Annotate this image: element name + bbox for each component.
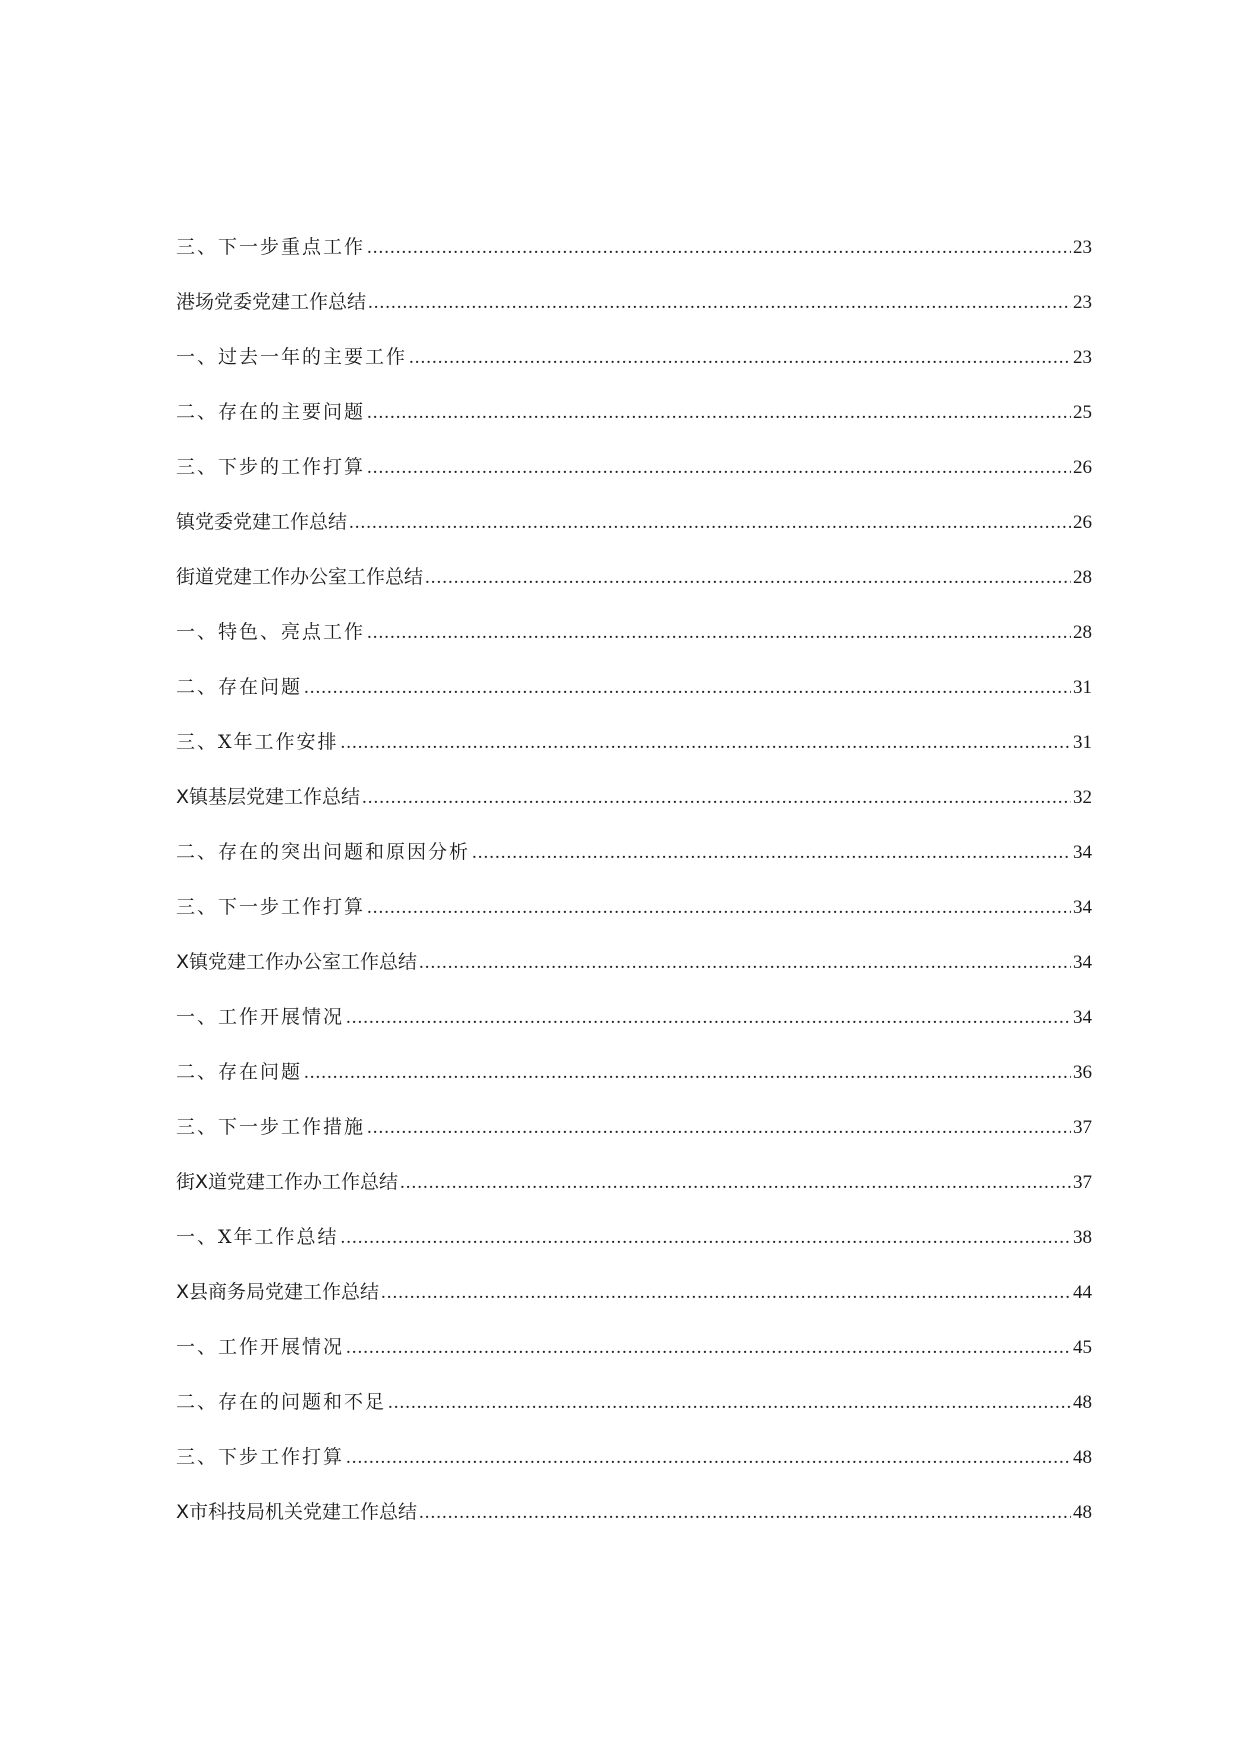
toc-dot-leader (367, 233, 1071, 263)
toc-entry[interactable] (176, 837, 1092, 892)
toc-entry-page-number: 36 (1073, 1062, 1092, 1083)
toc-entry-page-number: 34 (1073, 897, 1092, 918)
toc-entry-page-number: 31 (1073, 677, 1092, 698)
toc-entry-title: 一、特色、亮点工作 (176, 621, 366, 643)
toc-entry[interactable] (176, 892, 1092, 947)
toc-entry-title: 港场党委党建工作总结 (176, 291, 367, 313)
toc-entry-page-number: 48 (1073, 1447, 1092, 1468)
toc-entry[interactable] (176, 782, 1092, 837)
toc-entry-page-number: 38 (1073, 1227, 1092, 1248)
toc-entry-page-number: 32 (1073, 787, 1092, 808)
toc-entry-page-number: 23 (1073, 347, 1092, 368)
toc-entry-page-number: 34 (1073, 1007, 1092, 1028)
toc-entry-title: 三、下一步重点工作 (176, 236, 366, 258)
toc-dot-leader (304, 673, 1071, 703)
toc-entry[interactable] (176, 1442, 1092, 1497)
toc-entry-page-number: 26 (1073, 457, 1092, 478)
toc-entry[interactable] (176, 672, 1092, 727)
toc-dot-leader (341, 728, 1071, 758)
toc-entry-title: X市科技局机关党建工作总结 (176, 1501, 418, 1523)
toc-entry-title: 二、存在的主要问题 (176, 401, 366, 423)
toc-entry-title: 三、下步的工作打算 (176, 456, 366, 478)
toc-entry-title: 三、X年工作安排 (176, 731, 339, 753)
toc-dot-leader (425, 563, 1071, 593)
toc-entry-title: 一、X年工作总结 (176, 1226, 339, 1248)
toc-entry[interactable] (176, 947, 1092, 1002)
toc-entry-title: 二、存在问题 (176, 676, 303, 698)
toc-entry-title: 三、下一步工作措施 (176, 1116, 366, 1138)
toc-entry-page-number: 45 (1073, 1337, 1092, 1358)
toc-dot-leader (367, 453, 1071, 483)
toc-entry-title: 一、过去一年的主要工作 (176, 346, 408, 368)
toc-entry[interactable] (176, 727, 1092, 782)
toc-entry-page-number: 34 (1073, 952, 1092, 973)
toc-entry[interactable] (176, 1332, 1092, 1387)
toc-entry[interactable] (176, 1222, 1092, 1277)
toc-entry[interactable] (176, 1277, 1092, 1332)
toc-entry-page-number: 28 (1073, 622, 1092, 643)
table-of-contents (176, 232, 1092, 1552)
toc-dot-leader (409, 343, 1071, 373)
toc-dot-leader (367, 893, 1071, 923)
toc-entry-title: X县商务局党建工作总结 (176, 1281, 380, 1303)
toc-entry[interactable] (176, 452, 1092, 507)
toc-entry[interactable] (176, 287, 1092, 342)
toc-entry-title: X镇基层党建工作总结 (176, 786, 361, 808)
toc-entry-title: 镇党委党建工作总结 (176, 511, 348, 533)
toc-entry[interactable] (176, 1387, 1092, 1442)
toc-dot-leader (346, 1003, 1071, 1033)
toc-dot-leader (381, 1278, 1071, 1308)
toc-dot-leader (388, 1388, 1071, 1418)
toc-dot-leader (304, 1058, 1071, 1088)
toc-entry-title: 三、下一步工作打算 (176, 896, 366, 918)
toc-entry[interactable] (176, 1112, 1092, 1167)
toc-entry[interactable] (176, 562, 1092, 617)
toc-entry[interactable] (176, 1497, 1092, 1552)
toc-entry[interactable] (176, 1057, 1092, 1112)
toc-entry-page-number: 34 (1073, 842, 1092, 863)
toc-dot-leader (346, 1443, 1071, 1473)
toc-entry-title: 三、下步工作打算 (176, 1446, 345, 1468)
toc-entry[interactable] (176, 397, 1092, 452)
toc-dot-leader (367, 1113, 1071, 1143)
toc-entry-title: 一、工作开展情况 (176, 1336, 345, 1358)
toc-entry-title: X镇党建工作办公室工作总结 (176, 951, 418, 973)
toc-entry-page-number: 37 (1073, 1117, 1092, 1138)
toc-entry[interactable] (176, 1167, 1092, 1222)
toc-dot-leader (419, 1498, 1071, 1528)
toc-entry-page-number: 23 (1073, 292, 1092, 313)
toc-entry[interactable] (176, 232, 1092, 287)
toc-entry[interactable] (176, 1002, 1092, 1057)
toc-dot-leader (346, 1333, 1071, 1363)
toc-entry-title: 街道党建工作办公室工作总结 (176, 566, 424, 588)
toc-dot-leader (362, 783, 1071, 813)
toc-entry-page-number: 25 (1073, 402, 1092, 423)
toc-dot-leader (368, 288, 1071, 318)
toc-dot-leader (419, 948, 1071, 978)
toc-entry-page-number: 26 (1073, 512, 1092, 533)
toc-entry[interactable] (176, 342, 1092, 397)
toc-entry-page-number: 23 (1073, 237, 1092, 258)
toc-dot-leader (349, 508, 1071, 538)
toc-entry-page-number: 28 (1073, 567, 1092, 588)
toc-dot-leader (400, 1168, 1071, 1198)
toc-entry-title: 街X道党建工作办工作总结 (176, 1171, 399, 1193)
toc-dot-leader (341, 1223, 1071, 1253)
toc-entry-title: 一、工作开展情况 (176, 1006, 345, 1028)
toc-entry-page-number: 48 (1073, 1392, 1092, 1413)
toc-entry[interactable] (176, 617, 1092, 672)
toc-entry[interactable] (176, 507, 1092, 562)
toc-entry-title: 二、存在的问题和不足 (176, 1391, 387, 1413)
toc-entry-title: 二、存在问题 (176, 1061, 303, 1083)
toc-entry-page-number: 31 (1073, 732, 1092, 753)
toc-entry-page-number: 37 (1073, 1172, 1092, 1193)
toc-entry-page-number: 48 (1073, 1502, 1092, 1523)
toc-entry-title: 二、存在的突出问题和原因分析 (176, 841, 471, 863)
toc-entry-page-number: 44 (1073, 1282, 1092, 1303)
toc-dot-leader (367, 398, 1071, 428)
toc-dot-leader (367, 618, 1071, 648)
toc-dot-leader (472, 838, 1071, 868)
